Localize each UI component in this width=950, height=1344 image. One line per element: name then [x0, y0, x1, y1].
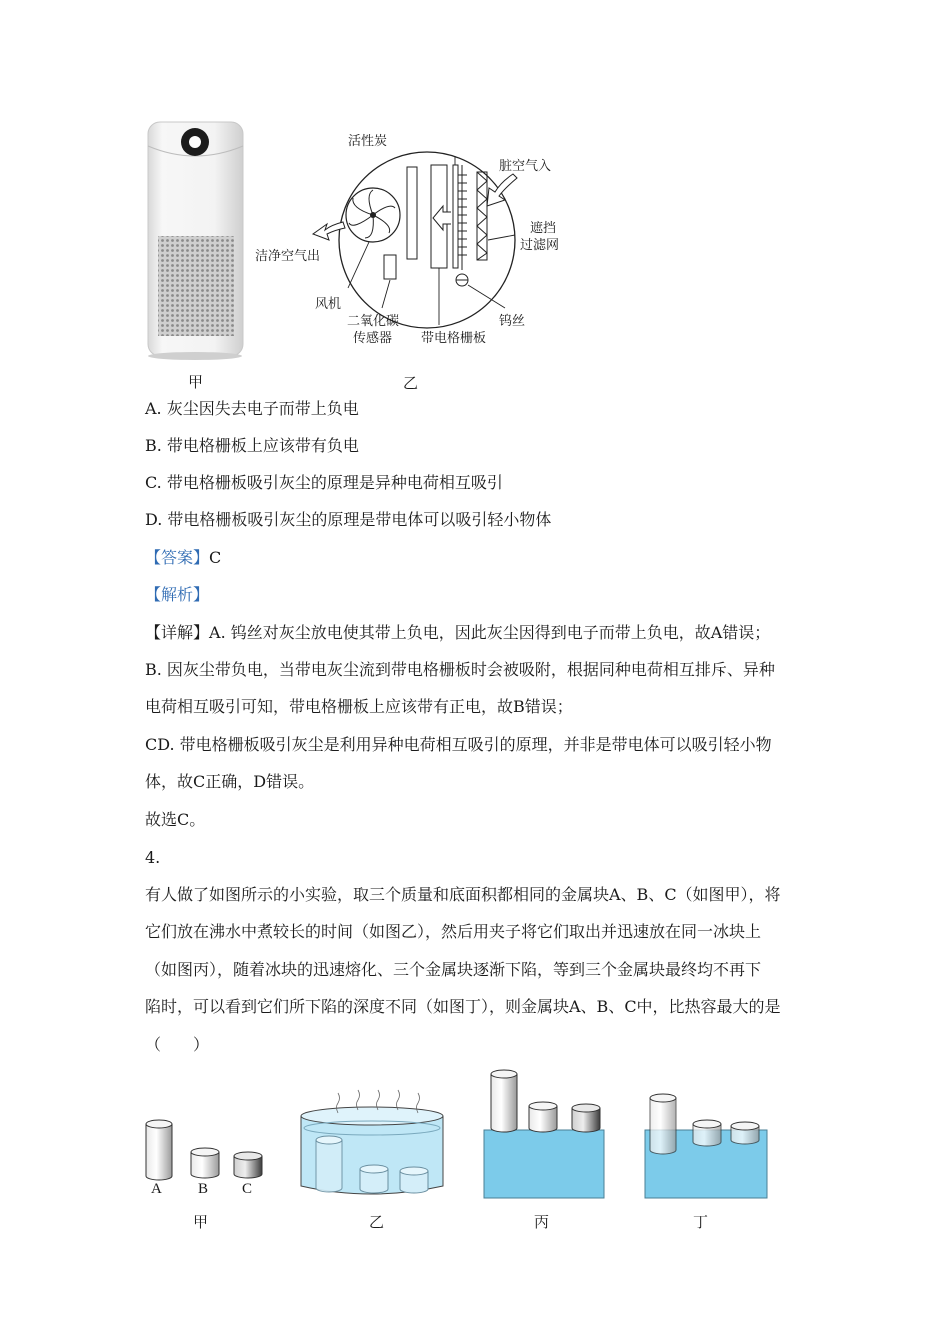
detail-line-1	[145, 622, 770, 644]
figure2-caption-ding: 丁	[693, 1213, 709, 1231]
question4-line-4: 陷时，可以看到它们所下陷的深度不同（如图丁），则金属块A、B、C中，比热容最大的是	[145, 997, 781, 1016]
question4-line-5: （ ）	[145, 1035, 210, 1054]
label-tungsten: 钨丝	[499, 314, 526, 329]
label-filter-1: 遮挡	[530, 221, 557, 236]
block-label-a: A	[151, 1181, 162, 1197]
label-clean-air-out: 洁净空气出	[255, 249, 321, 264]
experiment-figure	[138, 1068, 778, 1203]
ice-block-initial	[484, 1070, 604, 1198]
detail-line-6: 故选C。	[145, 810, 206, 829]
detail-line-3: 电荷相互吸引可知，带电格栅板上应该带有正电，故B错误；	[145, 697, 573, 716]
detail-line-4: CD. 带电格栅板吸引灰尘是利用异种电荷相互吸引的原理，并非是带电体可以吸引轻小物	[145, 735, 772, 754]
answer-line	[145, 547, 221, 569]
detail-text-1: A. 钨丝对灰尘放电使其带上负电，因此灰尘因得到电子而带上负电，故A错误；	[209, 623, 771, 642]
label-charged-plate: 带电格栅板	[421, 331, 487, 346]
figure2-caption-jia: 甲	[193, 1213, 209, 1231]
label-filter-2: 过滤网	[520, 238, 560, 253]
figure2-caption-yi: 乙	[369, 1213, 385, 1231]
answer-value: C	[209, 548, 222, 567]
figure1-caption-right: 乙	[403, 374, 419, 392]
boiling-pot	[301, 1090, 443, 1194]
figure1-caption-left: 甲	[188, 373, 204, 391]
question4-line-3: （如图丙），随着冰块的迅速熔化、三个金属块逐渐下陷，等到三个金属块最终均不再下	[145, 960, 762, 979]
question4-line-2: 它们放在沸水中煮较长的时间（如图乙），然后用夹子将它们取出并迅速放在同一冰块上	[145, 922, 762, 941]
option-c: C. 带电格栅板吸引灰尘的原理是异种电荷相互吸引	[145, 473, 503, 492]
ice-block-final	[645, 1094, 767, 1198]
block-label-b: B	[198, 1181, 209, 1197]
figure2-caption-bing: 丙	[534, 1213, 550, 1231]
label-activated-carbon: 活性炭	[348, 134, 388, 149]
air-purifier-figure	[140, 118, 250, 363]
label-co2-sensor-2: 传感器	[353, 331, 393, 346]
analysis-tag: 【解析】	[145, 585, 210, 604]
option-b: B. 带电格栅板上应该带有负电	[145, 436, 359, 455]
option-d: D. 带电格栅板吸引灰尘的原理是带电体可以吸引轻小物体	[145, 510, 552, 529]
question4-number: 4.	[145, 848, 161, 867]
label-co2-sensor-1: 二氧化碳	[347, 314, 400, 329]
label-fan: 风机	[315, 297, 342, 312]
block-label-c: C	[242, 1181, 253, 1197]
detail-tag: 【详解】	[145, 623, 210, 642]
question4-line-1: 有人做了如图所示的小实验，取三个质量和底面积都相同的金属块A、B、C（如图甲），将	[145, 885, 781, 904]
detail-line-5: 体，故C正确，D错误。	[145, 772, 315, 791]
purifier-schematic	[255, 130, 575, 350]
blocks-abc	[146, 1120, 262, 1180]
option-a: A. 灰尘因失去电子而带上负电	[145, 399, 359, 418]
label-dirty-air-in: 脏空气入	[499, 159, 552, 174]
answer-tag: 【答案】	[145, 548, 210, 567]
detail-line-2: B. 因灰尘带负电，当带电灰尘流到带电格栅板时会被吸附，根据同种电荷相互排斥、异种	[145, 660, 775, 679]
